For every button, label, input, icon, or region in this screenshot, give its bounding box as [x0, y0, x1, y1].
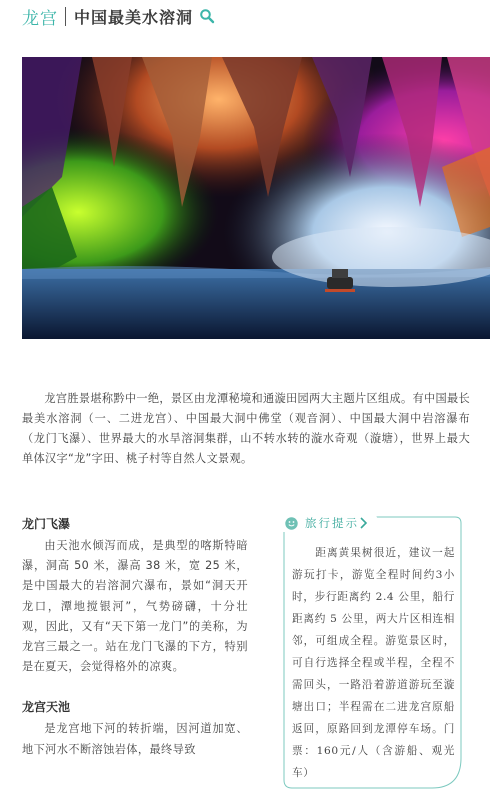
section-title: 龙门飞瀑	[22, 517, 71, 531]
page-header	[22, 3, 215, 29]
section-title: 龙宫天池	[22, 700, 71, 715]
section-longgong-tianchi	[22, 697, 248, 759]
content-column	[22, 514, 248, 760]
section-longmen-waterfall	[22, 514, 248, 677]
brand-label: 龙宫	[22, 8, 58, 29]
tag-arrow-icon	[360, 517, 368, 529]
smiley-icon	[285, 517, 298, 530]
tip-body: 距离黄果树很近，建议一起游玩打卡，游览全程时间约3小时，步行距离约 2.4 公里，船行距离约 5 公里，两大片区相连相邻，可组成全程。游览景区时，可自行选择全程或半程，全程不需回头，一路沿着游道游玩至漩塘出口；半程需在二进龙宫原船返回，原路回到龙潭停车场。门票：160元/人（含游船、观光车）	[292, 547, 455, 779]
header-divider	[65, 7, 66, 26]
travel-tip-box	[282, 516, 462, 790]
tip-header	[285, 515, 368, 531]
section-body: 是龙宫地下河的转折端，因河道加宽、地下河水不断溶蚀岩体，最终导致	[22, 722, 248, 756]
page-title: 中国最美水溶洞	[74, 7, 194, 27]
tip-label: 旅行提示	[305, 516, 359, 530]
cave-photo	[22, 57, 490, 339]
intro-paragraph: 龙宫胜景堪称黔中一绝，景区由龙潭秘境和通漩田园两大主题片区组成。有中国最长最美水溶洞（一、二进龙宫）、中国最大洞中佛堂（观音洞）、中国最大洞中岩溶瀑布（龙门飞瀑）、世界最大的水旱溶洞集群，山不转水转的漩水奇观（漩塘），世界上最大单体汉字“龙”字田、桃子村等自然人文景观。	[22, 392, 470, 466]
section-body: 由天池水倾泻而成，是典型的喀斯特暗瀑，洞高 50 米，瀑高 38 米，宽 25 米，是中国最大的岩溶洞穴瀑布，景如“洞天开龙口，潭地搅银河”，气势磅礴，十分壮观，因此，又有“天下第一龙门”的美称，为龙宫三最之一。站在龙门飞瀑的下方，特别是在夏天，会觉得格外的凉爽。	[22, 539, 248, 674]
search-icon[interactable]	[199, 8, 215, 24]
